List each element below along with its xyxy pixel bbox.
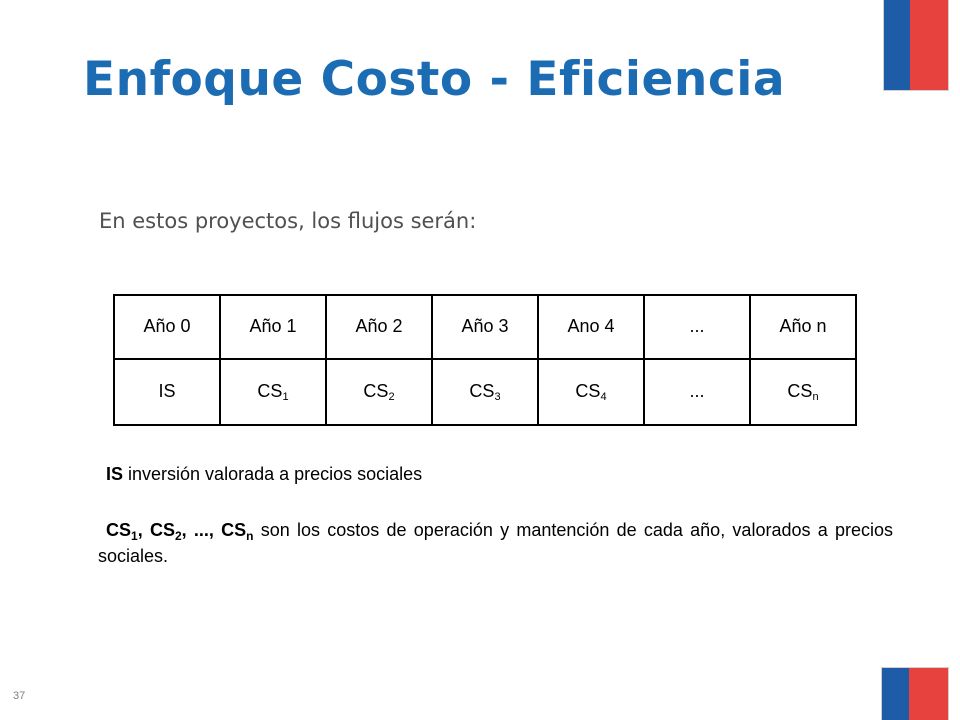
intro-text: En estos proyectos, los flujos serán: [99,209,477,233]
table-cell: $CS_3$ [432,359,538,425]
table-header-cell: Año 2 [326,295,432,359]
table-header-row [114,295,856,359]
flag-red-stripe [909,668,948,720]
table-cell: $CS_4$ [538,359,644,425]
flag-blue-stripe [882,668,909,720]
table-cell: $CS_n$ [750,359,856,425]
definition-is-term: IS [106,464,124,484]
table-cell: $CS_2$ [326,359,432,425]
table-header-cell: Año 3 [432,295,538,359]
table-header-cell: Año 1 [220,295,326,359]
table-header-cell: Ano 4 [538,295,644,359]
slide-title: Enfoque Costo - Eficiencia [83,52,786,107]
table-header-cell: Año 0 [114,295,220,359]
table-row [114,359,856,425]
table-header-cell: ... [644,295,750,359]
table-cell: IS [114,359,220,425]
table-cell: $CS_1$ [220,359,326,425]
table-cell: ... [644,359,750,425]
table-header-cell: Año n [750,295,856,359]
definition-cs-term: $CS_1$, $CS_2$, ..., $CS_n$ [106,520,254,543]
definition-cs-text: son los costos de operación y mantención de cada año, valorados a precios sociales. [98,520,893,567]
definition-is-text: inversión valorada a precios sociales [123,464,423,484]
definition-cs [98,518,893,568]
flag-red-stripe [910,0,948,90]
definition-is [106,462,422,486]
page-number: 37 [13,690,26,702]
flag-logo-top [884,0,948,90]
flag-blue-stripe [884,0,910,90]
flag-logo-bottom [882,668,948,720]
cash-flow-table [113,294,857,426]
